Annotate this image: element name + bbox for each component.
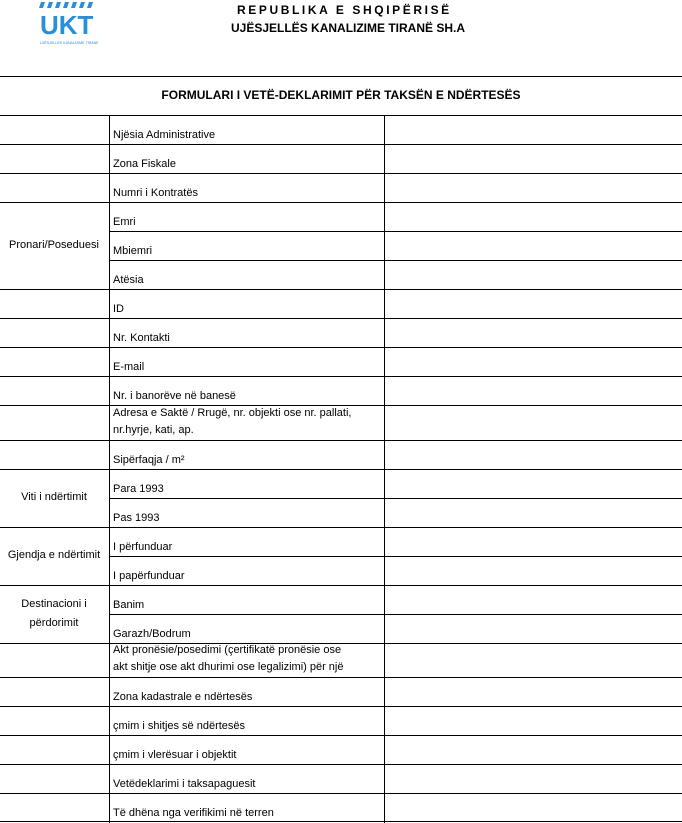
label-contract-number: Numri i Kontratës	[113, 187, 198, 199]
rule	[0, 144, 682, 145]
group-destination-line1: Destinacioni i	[21, 598, 87, 610]
label-finished: I përfunduar	[113, 541, 173, 553]
rule	[0, 706, 682, 707]
rule	[0, 527, 682, 528]
group-construction-year: Viti i ndërtimit	[21, 491, 87, 503]
group-construction-state: Gjendja e ndërtimit	[7, 549, 101, 561]
rule	[0, 376, 682, 377]
rule	[0, 764, 682, 765]
label-unfinished: I papërfunduar	[113, 570, 185, 582]
column-divider	[109, 115, 110, 823]
rule	[0, 318, 682, 319]
rule	[0, 469, 682, 470]
label-address-line1: Adresa e Saktë / Rrugë, nr. objekti ose nr. pallati,	[113, 407, 352, 419]
rule	[109, 614, 682, 615]
label-area: Sipërfaqja / m²	[113, 454, 185, 466]
rule	[0, 677, 682, 678]
form-title: FORMULARI I VETË-DEKLARIMIT PËR TAKSËN E NDËRTESËS	[161, 88, 521, 102]
column-divider	[384, 115, 385, 823]
rule	[0, 793, 682, 794]
label-self-declaration: Vetëdeklarimi i taksapaguesit	[113, 778, 256, 790]
rule	[109, 556, 682, 557]
label-name: Emri	[113, 216, 136, 228]
label-surname: Mbiemri	[113, 245, 153, 257]
label-email: E-mail	[113, 361, 145, 373]
header-company: UJËSJELLËS KANALIZIME TIRANË SH.A	[231, 21, 466, 35]
label-contact: Nr. Kontakti	[113, 332, 170, 344]
rule	[0, 76, 682, 77]
label-deed-line2: akt shitje ose akt dhurimi ose legalizimi) për një	[113, 661, 344, 673]
label-deed-line1: Akt pronësie/posedimi (çertifikatë pronësie ose	[113, 644, 342, 656]
rule	[0, 735, 682, 736]
label-address-line2: nr.hyrje, kati, ap.	[113, 424, 194, 436]
group-owner: Pronari/Poseduesi	[9, 239, 99, 251]
rule	[0, 289, 682, 290]
rule	[0, 202, 682, 203]
label-garage: Garazh/Bodrum	[113, 628, 191, 640]
header-republic: REPUBLIKA E SHQIPËRISË	[237, 3, 452, 17]
svg-text:UJËSJELLËS KANALIZIME TIRANË: UJËSJELLËS KANALIZIME TIRANË	[40, 41, 98, 45]
ukt-logo	[38, 0, 98, 48]
rule	[109, 231, 682, 232]
rule	[109, 260, 682, 261]
rule	[0, 347, 682, 348]
rule	[0, 440, 682, 441]
label-admin-unit: Njësia Administrative	[113, 129, 216, 141]
group-destination-line2: përdorimit	[29, 617, 79, 629]
label-housing: Banim	[113, 599, 145, 611]
label-father-name: Atësia	[113, 274, 144, 286]
label-valuation: çmim i vlerësuar i objektit	[113, 749, 237, 761]
label-id: ID	[113, 303, 124, 315]
label-field-verification: Të dhëna nga verifikimi në terren	[113, 807, 274, 819]
rule	[109, 498, 682, 499]
rule	[0, 821, 682, 822]
rule	[0, 115, 682, 116]
label-fiscal-zone: Zona Fiskale	[113, 158, 176, 170]
label-after-1993: Pas 1993	[113, 512, 160, 524]
label-before-1993: Para 1993	[113, 483, 164, 495]
rule	[0, 585, 682, 586]
label-residents: Nr. i banorëve në banesë	[113, 390, 236, 402]
svg-text:UKT: UKT	[40, 10, 94, 40]
label-cadastral-zone: Zona kadastrale e ndërtesës	[113, 691, 253, 703]
rule	[0, 173, 682, 174]
label-sale-price: çmim i shitjes së ndërtesës	[113, 720, 246, 732]
